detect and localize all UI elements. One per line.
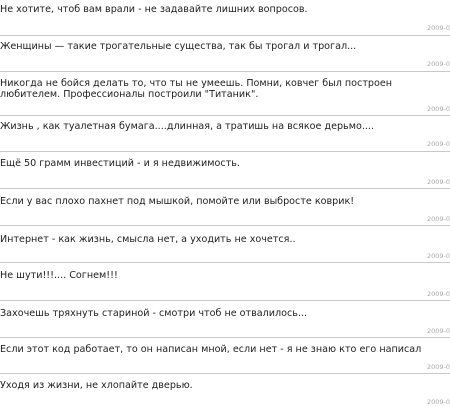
quote-text: Не шути!!!.... Согнем!!! bbox=[0, 270, 118, 281]
quote-date: 2009-0 bbox=[426, 398, 450, 406]
quote-date: 2009-0 bbox=[426, 290, 450, 298]
quote-text: Интернет - как жизнь, смысла нет, а уходить не хочется.. bbox=[0, 234, 296, 245]
quote-text: Жизнь , как туалетная бумага....длинная, а тратишь на всякое дерьмо.... bbox=[0, 121, 375, 132]
quote-item bbox=[0, 36, 450, 72]
quote-item bbox=[0, 72, 450, 116]
quote-date: 2009-0 bbox=[426, 60, 450, 68]
quote-text: Если этот код работает, то он написан мной, если нет - я не знаю кто его написал bbox=[0, 344, 422, 355]
quote-item bbox=[0, 189, 450, 226]
quote-text: Уходя из жизни, не хлопайте дверью. bbox=[0, 380, 193, 391]
quote-date: 2009-0 bbox=[426, 252, 450, 260]
quote-item bbox=[0, 226, 450, 263]
quote-text: Женщины — такие трогательные существа, так бы трогал и трогал... bbox=[0, 41, 357, 52]
quote-item bbox=[0, 301, 450, 338]
quote-text: Захочешь тряхнуть стариной - смотри чтоб не отвалилось... bbox=[0, 308, 308, 319]
quote-date: 2009-0 bbox=[426, 140, 450, 148]
quote-text: Никогда не бойся делать то, что ты не умеешь. Помни, ковчег был построен любителем. Профессионалы построили "Титаник". bbox=[0, 78, 393, 100]
quote-item bbox=[0, 263, 450, 301]
quote-date: 2009-0 bbox=[426, 24, 450, 32]
quote-item bbox=[0, 0, 450, 36]
quote-date: 2009-0 bbox=[426, 327, 450, 335]
quote-item bbox=[0, 116, 450, 152]
quote-date: 2009-0 bbox=[426, 105, 450, 113]
quote-date: 2009-0 bbox=[426, 178, 450, 186]
quote-text: Ещё 50 грамм инвестиций - и я недвижимость. bbox=[0, 158, 240, 169]
quote-date: 2009-0 bbox=[426, 363, 450, 371]
quote-item bbox=[0, 374, 450, 407]
quote-date: 2009-0 bbox=[426, 215, 450, 223]
quote-item bbox=[0, 152, 450, 189]
quote-text: Если у вас плохо пахнет под мышкой, помойте или выбросте коврик! bbox=[0, 196, 355, 207]
quote-item bbox=[0, 338, 450, 374]
quote-text: Не хотите, чтоб вам врали - не задавайте лишних вопросов. bbox=[0, 4, 308, 15]
